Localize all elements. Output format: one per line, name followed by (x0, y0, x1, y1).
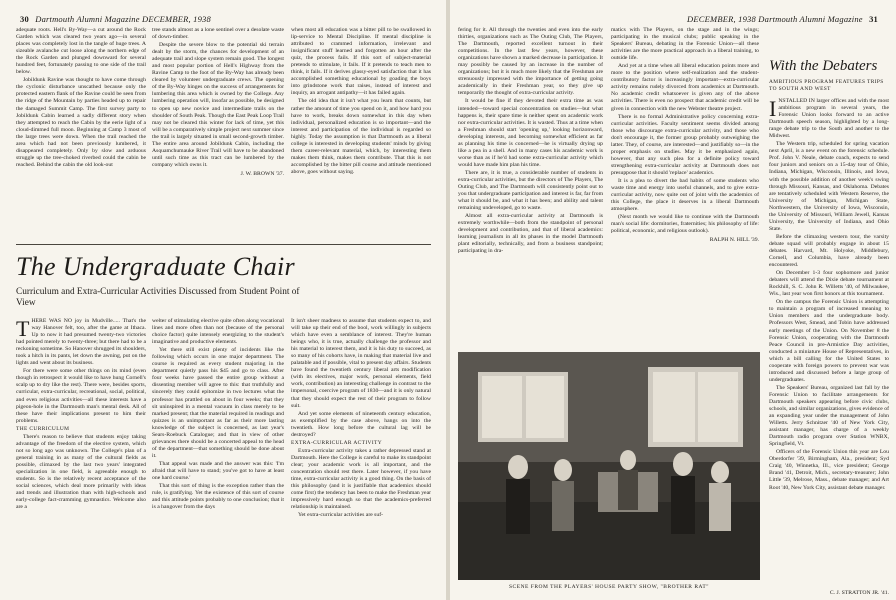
figure-head (711, 461, 729, 483)
photo-caption: SCENE FROM THE PLAYERS' HOUSE PARTY SHOW, "BROTHER RAT" (509, 584, 709, 590)
paragraph: The Speakers' Bureau, organized last fall by the Forensic Union to facilitate arrangements for Dartmouth speakers appearing before civic clubs, schools, and similar organizations, gives evidence of an expanding year under the management of John Willetts. Jerry Schnitzer '40 of New York City, assistant manager, has charge of a weekly Dartmouth radio program over Station WNBX, Springfield, Vt. (769, 384, 889, 448)
paragraph: Jobildunk Ravine was thought to have come through the cyclonic disturbance unscathed because only the protected eastern flank of the Ravine could be seen from the ridge of the Mountain by parties headed up to repair the damaged Summit Camp. The first survey party to Jobildunk Cabin learned a sadly different story when they attempted to reach the Cabin by the eerie light of a cloud-dimmed full moon. Beginning at Camp 3 most of the large trees were down. When the trail reached the area which had not been previously lumbered, it disappeared completely. Only by slow and arduous struggle up the tree-choked riverbed could the cabin be reached. Behind the cabin the old look-out (16, 77, 146, 168)
opening-text: HERE WAS NO joy in Mudville..... That's the way Hanover felt, too, after the game at Ithaca. Up to now it had presumed twenty-two victories had pointed merely to twenty-three; but there had to be a reckoning sometime. So Hanover shrugged its shoulders, took a hitch in its pants, let down the awning, put on the lights and went about its business. (16, 318, 146, 367)
paragraph: It would be fine if they devoted their extra time as was intended—toward special concentration on studies—but what happens is, their spare time is neither spent on academic work nor extra-curricular activities. It is wasted. Thus at a time when a Freshman should start 'opening up,' looking horizonward, developing interests, and becoming somewhat efficient as far as planning his time is concerned—he is virtually drying up like a pea in a shell. And in many cases his academic work is worse than as if he'd had some extra-curricular activity which would have made him plan his time. (458, 98, 603, 168)
paragraph: And yet at a time when all liberal education points more and more to the position where self-realization and the student-contributory factor is increasingly important—extra-curricular activity remains rudely divorced from academics at Dartmouth. No academic credit whatsoever is given any of the above activities. There is even no prospect that academic credit will be given in connection with the new Webster theatre project. (611, 63, 759, 112)
author-signature-brown: J. W. BROWN '37. (240, 170, 284, 177)
article-subtitle: Curriculum and Extra-Curricular Activities Discussed from Student Point of View (16, 287, 300, 308)
paragraph: The Western trip, scheduled for spring vacation next April, is a new event on the forensic schedule. Prof. John V. Neale, debate coach, expects to send four juniors and seniors on a 15-day tour of Ohio, Indiana, Michigan, Wisconsin, Illinois, and Iowa, with the possible addition of another week's swing through Missouri, Kansas, and Oklahoma. Debates are tentatively scheduled with Western Reserve, the University of Michigan, Michigan State, Northwestern, the University of Iowa, Wisconsin, the University of Missouri, William Jewell, Kansas University, the University of Indiana, and Ohio State. (769, 141, 889, 232)
right-column-1 (458, 27, 603, 347)
paragraph: That appeal was made and the answer was this: 'I'm afraid that will have to stand; you've got to have at least one hard course.' (152, 460, 284, 482)
figure-body (618, 470, 638, 510)
paragraph: There are, it is true, a considerable number of students in extra-curricular activities, but the directors of The Players, The Outing Club, and The Dartmouth will consistently point out to you that undergraduate participation and interest is far, far from what it should be, and what it has been; and ability and talent remaining undeveloped, go to waste. (458, 169, 603, 212)
paragraph: It isn't sheer madness to assume that students expect to, and will take up their end of the bool, work willingly in subjects which have even a semblance of interest. They're human beings who, it is true, actually challenge the professor and his material to interest them, and it is his duty to succeed, as so many of his cohorts have, in making that material live and palatable and if possible, vital to present day affairs. Students have found the twentieth century liberal arts modification (with its electives, major work, personal elements, field work, contribution) an interesting challenge in contrast to the impersonal, coercive program of 1830—and it is only natural that they should expect the rest of their program to follow suit. (291, 318, 431, 409)
running-title-left: Dartmouth Alumni Magazine (35, 14, 140, 24)
left-running-head (16, 14, 211, 24)
bottom-column-3 (291, 318, 431, 594)
left-page (0, 0, 446, 600)
window-pane (653, 372, 695, 442)
running-date-left: DECEMBER, 1938 (142, 14, 211, 24)
bottom-column-2 (152, 318, 284, 594)
paragraph: It is a plea to divert the bad habits of some students who waste time and energy into useful channels, and to give extra-curricular activity, now quite out of joint with the academics of this College, the place it deserves in a liberal Dartmouth atmosphere. (611, 177, 759, 213)
subhead-curriculum: THE CURRICULUM (16, 425, 70, 432)
top-column-1 (16, 27, 146, 233)
figure-head (508, 455, 528, 479)
paragraph: matics with The Players, on the stage and in the wings; participating in the musical clubs; public speaking in the Speakers' Bureau, debating in the Forensic Union—all these activities are the more practical approach in a liberal training, to outside life. (611, 27, 759, 62)
drop-cap: T (16, 318, 30, 341)
right-page (450, 0, 896, 600)
subhead-extra-curricular: EXTRA-CURRICULAR ACTIVITY (291, 439, 383, 446)
page-number-left: 30 (20, 14, 29, 24)
running-title-right: Dartmouth Alumni Magazine (758, 14, 863, 24)
section-title-debaters: With the Debaters (769, 58, 878, 74)
window-pane (698, 372, 738, 442)
opening-text: NSTALLED IN larger offices and with the most ambitious program in several years, the Forensic Union looks forward to an active Dartmouth speech season, highlighted by a long-range debate trip to the South and another to the Midwest. (769, 98, 889, 140)
paragraph: There is no formal Administrative policy concerning extra-curricular activities. Faculty sentiment seems divided among those who discourage extra-curricular activity, and those who don't encourage it, the former group probably outweighing the latter. They, of course, are interested—and justifiably so—in the proper emphasis on studies. May it be emphasized again, however, that any such plea for a definite policy toward strengthening extra-curricular activity at Dartmouth does not presuppose that it should 'replace' academics. (611, 113, 759, 176)
paragraph: Despite the severe blow to the potential ski terrain dealt by the storm, the chances for development of an adequate trail and slope system remain good. The longest and most popular portion of Hell's Highway from the Ravine Camp to the foot of the By-Way has already been cleared by volunteer undergraduate crews. The opening of the By-Way hinges on the success of arrangements for lumbering this area which is owned by the College. Any lumbering operation will, insofar as possible, be designed to open up new novice and intermediate trails on the shoulder of South Peak. Though the East Peak Loop Trail may not be cleared this winter for lack of time, yet this will be a comparatively simple project next summer since the trail is largely situated in small second-growth timber. The entire area around Jobildunk Cabin, including the Asquamchumauke River Trail will have to be abandoned until such time as this tract can be lumbered by the company which owns it. (152, 42, 284, 168)
paragraph: Almost all extra-curricular activity at Dartmouth is extremely worthwhile—both from the standpoint of personal development and contribution, and that of liberal academics: learning journalism in all its phases in the model Dartmouth plant editorially, technically, and from a business standpoint; participating in dra- (458, 213, 603, 255)
paragraph: Officers of the Forensic Union this year are Lou Oberdorfer '39, Birmingham, Ala., president; Syd Craig '40, Winnetka, Ill., vice president; George Brand '41, Detroit, Mich., secretary-treasurer; John Little '39, Melrose, Mass., debate manager; and Art Root '40, New York City, assistant debate manager. (769, 449, 889, 491)
paragraph: Yet extra-curricular activities are suf- (298, 512, 384, 519)
right-running-head (687, 14, 882, 24)
running-date-right: DECEMBER, 1938 (687, 14, 756, 24)
figure-head (673, 452, 693, 476)
paragraph: Extra-curricular activity takes a rather depressed stand at Dartmouth. Here the College is careful to make its standpoint clear; your academic work is all important, and the concentration should rest there. Later however, if you have time, extra-curricular activity is a good thing. On the basis of this philosophy (and it is justifiable that academics should come first) the tendency has been to make the Freshman year impressively hard enough so that the academics-preferred relationship is maintained. (291, 447, 431, 511)
opening-paragraph (769, 98, 889, 140)
author-signature-stratton: C. J. STRATTON JR. '41. (829, 590, 889, 596)
figure-head (620, 450, 636, 470)
bottom-column-1 (16, 318, 146, 594)
figure-body (671, 476, 695, 534)
paragraph: That this sort of thing is the exception rather than the rule, is gratifying. Yet the existence of this sort of course and this attitude points probably to one conclusion; that it is a hangover from the days (152, 483, 284, 511)
paragraph: (Next month we would like to continue with the Dartmouth man's social life: dormitories, fraternities; his philosophy of life: political, economic, and religious outlook). (611, 214, 759, 235)
section-subtitle-debaters: AMBITIOUS PROGRAM FEATURES TRIPS TO SOUTH AND WEST (769, 79, 884, 92)
right-column-2 (611, 27, 759, 347)
paragraph: On the campus the Forensic Union is attempting to maintain a program of increased meaning to Union members and the undergraduate body. Professors West, Smead, and Tobin have addressed early meetings of the Union. On November 8 the Forensic Union, cooperating with the Dartmouth Peace Council in pre-Armistice Day activities, conducted a miniature House of Representatives, in which a bill calling for the United States to cooperate with foreign powers to prevent war was introduced and discussed before a large group of undergraduates. (769, 299, 889, 383)
paragraph: The old idea that it isn't what you learn that counts, but rather the amount of time you spend on it, and how hard you have to work, breaks down somewhat in this day when individual, personalized education is so important—and the interest and participation of the individual is regarded so highly. Today the assumption is that Dartmouth as a liberal college is interested in developing students' minds by giving them career-relevant material, which, by interesting them makes them think, makes them contribute. That this is not accomplished by the bitter pill course and attitude mentioned above, goes without saying. (291, 98, 431, 175)
paragraph: adequate roots. Hell's By-Way—a cut around the Rock Garden which was cleared two years ago—in several places was completely lost in the tangle of huge trees. A sizeable avalanche cut loose along the northern edge of the Rock Garden and plunged downward for several hundred feet, fortunately passing to one side of the trail below. (16, 27, 146, 76)
article-title: The Undergraduate Chair (16, 252, 295, 281)
page-number-right: 31 (869, 14, 878, 24)
paragraph: There's reason to believe that students enjoy taking advantage of the freedom of the elective system, which not so long ago was unknown. The College's plan of a general training in as many of the cultural fields as possible, climaxed by the last two years' integrated specialization in one field, is agreeable enough to students. So is the relatively recent acceptance of the social sciences, which deal more primarily with ideas and trends and illustration than with high-schools and early-college fact-cramming gymnastics. Welcome also are a (16, 433, 146, 511)
players-show-photo (458, 352, 760, 580)
paragraph: fering for it. All through the twenties and even into the early thirties, organizations such as The Outing Club, The Players, The Dartmouth, reported excellent turnout in their competitions. In the last few years, however, these organizations have shown a marked decrease in participation. It may possibly be caused by an increase in the number of organizations; but it is much more likely that the Freshman are strenuously impressed with the importance of getting going academically in their Freshman year, so they give up temporarily the thought of extra-curricular activity. (458, 27, 603, 97)
paragraph: welter of stimulating elective quite often along vocational lines and more often than not (because of the personal choice factor) quite intensely energizing to the student's imaginative and productive elements. (152, 318, 284, 346)
paragraph: On December 1-3 four sophomore and junior debaters will attend the Dixie debate tournament at Rockhill, S. C. John R. Willetts '40, of Milwaukee, Wis., last year won first honors at this tournament. (769, 270, 889, 298)
figure-body (506, 479, 530, 534)
window-pane (526, 376, 564, 438)
paragraph: For there were some other things on its mind (even though in retrospect it would like to have hung Cornell's scalp up to dry like the rest). There were, besides sports, curricular, extra-curricular, recreational, social, political, and even religious activities—all these interests have a pigeon-hole in the Dartmouth man's mental desk. All of these have their implications present to him their problems. (16, 368, 146, 424)
figure-body (552, 481, 574, 531)
right-column-3 (769, 98, 889, 586)
figure-head (554, 459, 572, 481)
window-pane (482, 376, 522, 438)
paragraph: Yet there still exist plenty of incidents like the following which occurs in one major department. The course is required as every student majoring in the department quietly pass his $45 and go to class. After four weeks have passed the entire group without a dissenting member will agree to this: that truthfully and sincerely they could epitomize in two lectures what the professor has prattled on about in four weeks; that they sit uninspired in a mental vacuum in class merely to be marked present; that the material required in readings and quizzes is an unimportant as far as their more lasting knowledge of the subject is concerned, as last year's Sears-Roebuck Catalogue; and that in view of other grievances there should be a concerted appeal to the head of the department—that something should be done about it. (152, 347, 284, 459)
opening-paragraph (16, 318, 146, 367)
section-divider (16, 244, 431, 245)
paragraph: And yet some elements of nineteenth century education, as exemplified by the case above, hangs on into the twentieth. How long before the cultural lag will be destroyed? (291, 410, 431, 438)
figure-body (709, 483, 731, 531)
top-column-2 (152, 27, 284, 233)
paragraph: when most all education was a bitter pill to be swallowed in lip-service to Mental Discipline. If mental discipline is attributed to crammed information, irrelevant and insignificant stuff learned and forgotten an hour after the quiz, the process fails. If this sort of subject-material pretends to stimulate, it fails. If it pretends to teach men to think, it fails. If it derives glassy-eyed satisfaction that it has accomplished something educational by goading the boys into grindstone work that raises, instead of interest and inquiry, an arrogant antipathy—it has failed again. (291, 27, 431, 97)
paragraph: Before the climaxing western tour, the varsity debate squad will probably engage in about 15 debates. Harvard, Mt. Holyoke, Middlebury, Cornell, and Columbia, have already been encountered. (769, 233, 889, 269)
top-column-3 (291, 27, 431, 233)
author-signature-hill: RALPH N. HILL '39. (709, 237, 759, 244)
drop-cap: I (769, 98, 777, 121)
paragraph: tree stands almost as a lone sentinel over a desolate waste of down-timber. (152, 27, 284, 41)
